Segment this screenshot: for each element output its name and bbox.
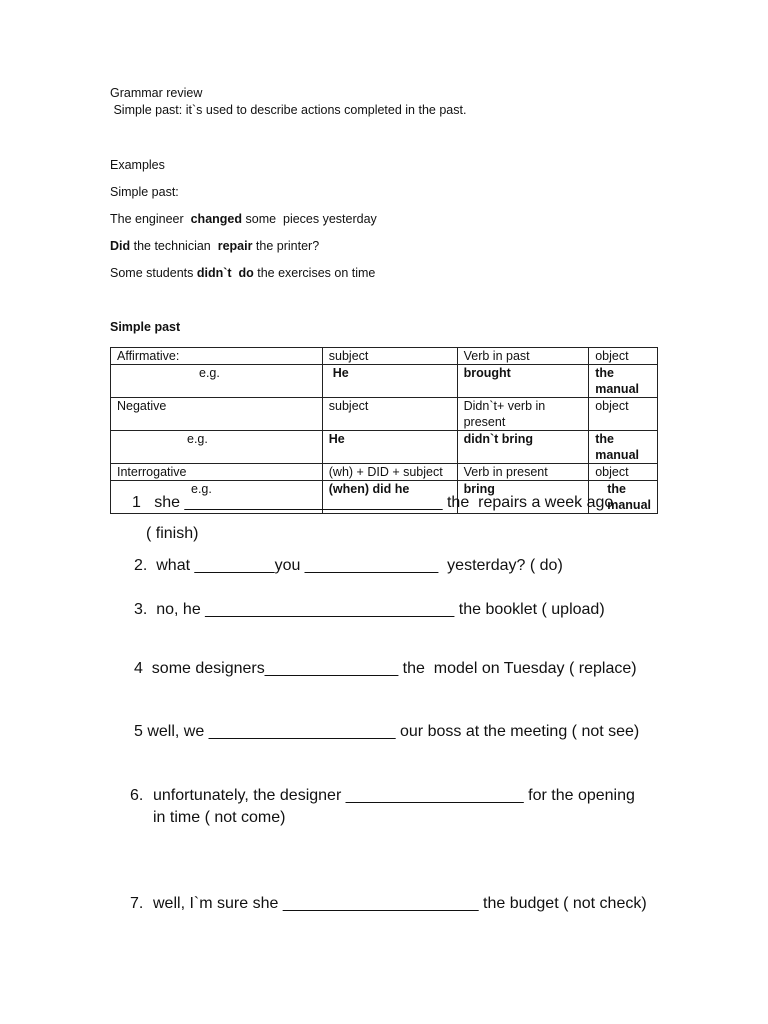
table-cell: subject: [322, 348, 457, 365]
example-sentence-1: [110, 212, 377, 226]
example-2-post: the printer?: [252, 239, 320, 253]
table-cell: (wh) + DID + subject: [322, 464, 457, 481]
table-cell: e.g.: [111, 481, 323, 514]
example-1-post: some pieces yesterday: [242, 212, 377, 226]
example-1-pre: The engineer: [110, 212, 191, 226]
table-cell: He: [322, 431, 457, 464]
table-cell: the manual: [589, 431, 658, 464]
example-1-verb: changed: [190, 212, 243, 226]
table-cell: e.g.: [111, 431, 323, 464]
exercise-7-number: 7.: [130, 895, 144, 912]
example-3-verb: didn`t do: [196, 266, 254, 280]
table-cell: didn`t bring: [457, 431, 589, 464]
table-row: [111, 348, 658, 365]
exercise-6-number: 6.: [130, 787, 144, 804]
exercise-1-line-2: ( finish): [146, 525, 199, 542]
table-row: [111, 365, 658, 398]
example-3-pre: Some students: [110, 266, 197, 280]
table-cell: Negative: [111, 398, 323, 431]
exercise-1-line-1: 1 she _____________________________ the repairs a week ago: [132, 494, 614, 511]
exercise-5: 5 well, we _____________________ our boss at the meeting ( not see): [134, 723, 640, 740]
table-cell: object: [589, 348, 658, 365]
exercise-7: well, I`m sure she ______________________ the budget ( not check): [153, 895, 647, 912]
table-cell: Verb in past: [457, 348, 589, 365]
example-3-post: the exercises on time: [253, 266, 376, 280]
exercise-3: 3. no, he ____________________________ the booklet ( upload): [134, 601, 605, 618]
exercise-6-line-2: in time ( not come): [153, 809, 286, 826]
table-cell: object: [589, 464, 658, 481]
example-2-aux: Did: [110, 239, 131, 253]
document-title: Grammar review: [110, 86, 203, 100]
exercise-4: 4 some designers_______________ the model on Tuesday ( replace): [134, 660, 637, 677]
definition-text: Simple past: it`s used to describe actions completed in the past.: [110, 103, 467, 117]
table-cell: (when) did he: [322, 481, 457, 514]
table-cell: Didn`t+ verb in present: [457, 398, 589, 431]
exercise-2: 2. what _________you _______________ yesterday? ( do): [134, 557, 563, 574]
table-cell: the manual: [589, 365, 658, 398]
table-cell: Interrogative: [111, 464, 323, 481]
table-row: [111, 398, 658, 431]
table-cell: Affirmative:: [111, 348, 323, 365]
table-title: Simple past: [110, 320, 181, 334]
example-2-mid: the technician: [130, 239, 218, 253]
table-cell: Verb in present: [457, 464, 589, 481]
table-row: [111, 431, 658, 464]
example-sentence-2: [110, 239, 319, 253]
table-cell: e.g.: [111, 365, 323, 398]
table-cell: brought: [457, 365, 589, 398]
example-sentence-3: [110, 266, 375, 280]
table-cell: object: [589, 398, 658, 431]
table-cell: subject: [322, 398, 457, 431]
table-cell: the manual: [589, 481, 658, 514]
examples-subheading: Simple past:: [110, 185, 179, 199]
table-cell: He: [322, 365, 457, 398]
example-2-verb: repair: [217, 239, 253, 253]
examples-heading: Examples: [110, 158, 165, 172]
simple-past-table: [110, 347, 658, 514]
table-row: [111, 464, 658, 481]
exercise-6-line-1: unfortunately, the designer ____________________ for the opening: [153, 787, 635, 804]
table-cell: bring: [457, 481, 589, 514]
